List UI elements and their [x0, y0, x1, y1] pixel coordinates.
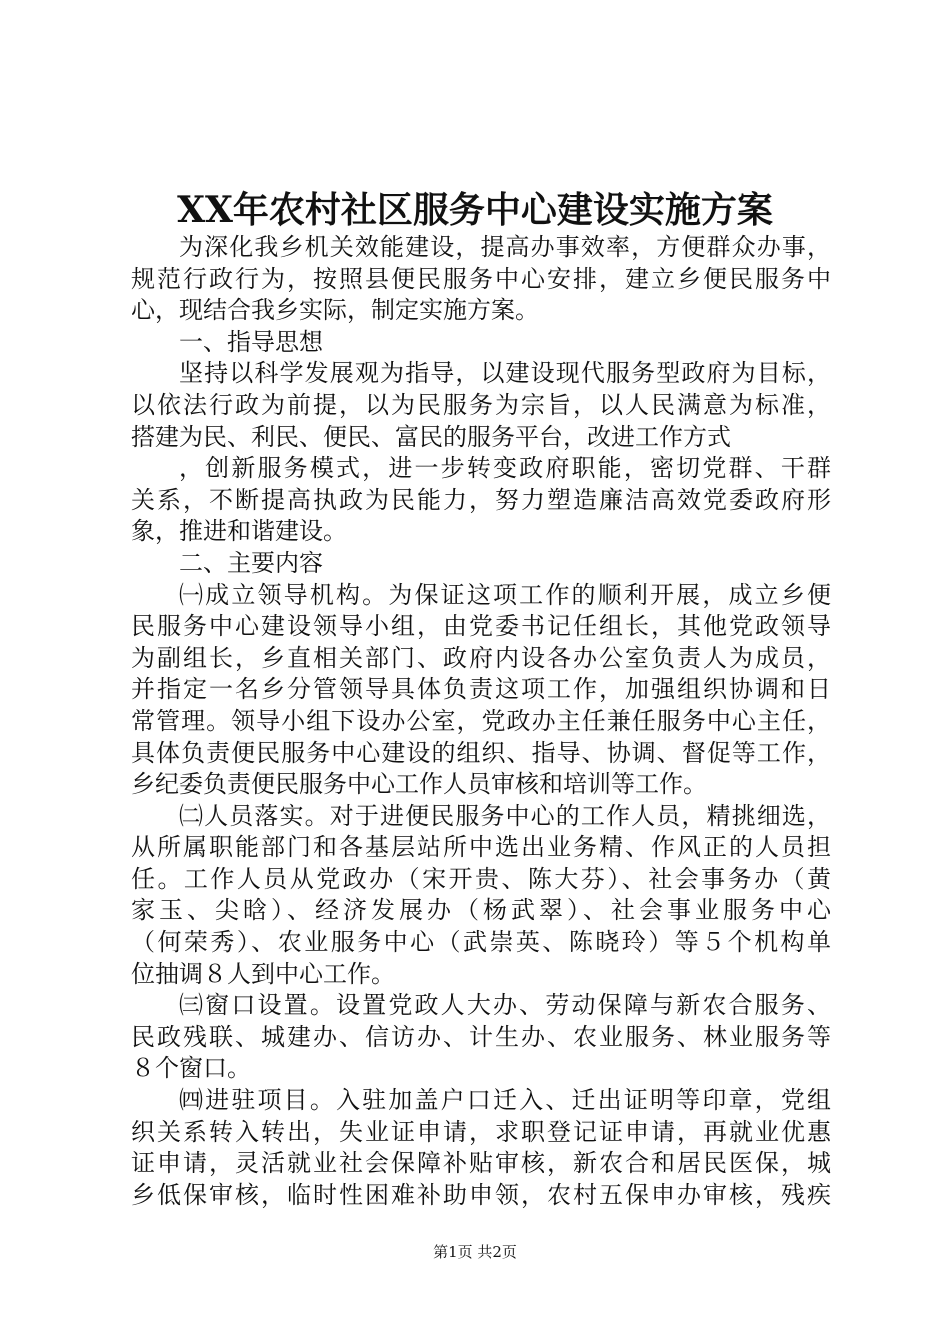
- body-line: 具体负责便民服务中心建设的组织、指导、协调、督促等工作，: [131, 738, 831, 767]
- body-line: 坚持以科学发展观为指导，以建设现代服务型政府为目标，: [179, 359, 831, 388]
- body-line: 搭建为民、利民、便民、富民的服务平台，改进工作方式: [131, 422, 731, 451]
- body-line: 织关系转入转出，失业证申请，求职登记证申请，再就业优惠: [131, 1117, 831, 1146]
- body-line: 乡低保审核，临时性困难补助申领，农村五保申办审核，残疾: [131, 1180, 831, 1209]
- body-line: （何荣秀）、农业服务中心（武崇英、陈晓玲）等５个机构单: [131, 928, 831, 957]
- body-line: 象，推进和谐建设。: [131, 517, 347, 546]
- section-heading: 二、主要内容: [179, 548, 323, 577]
- body-line: 并指定一名乡分管领导具体负责这项工作，加强组织协调和日: [131, 675, 831, 704]
- body-line: ㈡人员落实。对于进便民服务中心的工作人员，精挑细选，: [179, 801, 831, 830]
- page-footer: 第1页 共2页: [433, 1243, 517, 1261]
- body-line: 关系，不断提高执政为民能力，努力塑造廉洁高效党委政府形: [131, 485, 831, 514]
- body-line: 从所属职能部门和各基层站所中选出业务精、作风正的人员担: [131, 833, 831, 862]
- body-line: ㈠成立领导机构。为保证这项工作的顺利开展，成立乡便: [179, 580, 831, 609]
- body-line: 民服务中心建设领导小组，由党委书记任组长，其他党政领导: [131, 612, 831, 641]
- body-line: 为副组长，乡直相关部门、政府内设各办公室负责人为成员，: [131, 643, 831, 672]
- body-line: ，创新服务模式，进一步转变政府职能，密切党群、干群: [179, 454, 831, 483]
- body-line: 证申请，灵活就业社会保障补贴审核，新农合和居民医保，城: [131, 1149, 831, 1178]
- body-line: 乡纪委负责便民服务中心工作人员审核和培训等工作。: [131, 770, 707, 799]
- document-body: [131, 232, 831, 1211]
- body-line: 常管理。领导小组下设办公室，党政办主任兼任服务中心主任，: [131, 706, 831, 735]
- body-line: 任。工作人员从党政办（宋开贵、陈大芬）、社会事务办（黄: [131, 864, 831, 893]
- body-line: 以依法行政为前提，以为民服务为宗旨，以人民满意为标准，: [131, 390, 831, 419]
- body-line: ㈣进驻项目。入驻加盖户口迁入、迁出证明等印章，党组: [179, 1086, 831, 1115]
- document-title: XX年农村社区服务中心建设实施方案: [177, 189, 773, 231]
- body-line: 家玉、尖晗）、经济发展办（杨武翠）、社会事业服务中心: [131, 896, 831, 925]
- body-line: ８个窗口。: [131, 1054, 251, 1083]
- body-line: 心，现结合我乡实际，制定实施方案。: [131, 296, 539, 325]
- body-line: ㈢窗口设置。设置党政人大办、劳动保障与新农合服务、: [179, 991, 831, 1020]
- body-line: 民政残联、城建办、信访办、计生办、农业服务、林业服务等: [131, 1022, 831, 1051]
- body-line: 位抽调８人到中心工作。: [131, 959, 395, 988]
- body-line: 为深化我乡机关效能建设，提高办事效率，方便群众办事，: [179, 233, 831, 261]
- body-line: 规范行政行为，按照县便民服务中心安排，建立乡便民服务中: [131, 264, 831, 293]
- section-heading: 一、指导思想: [179, 327, 323, 356]
